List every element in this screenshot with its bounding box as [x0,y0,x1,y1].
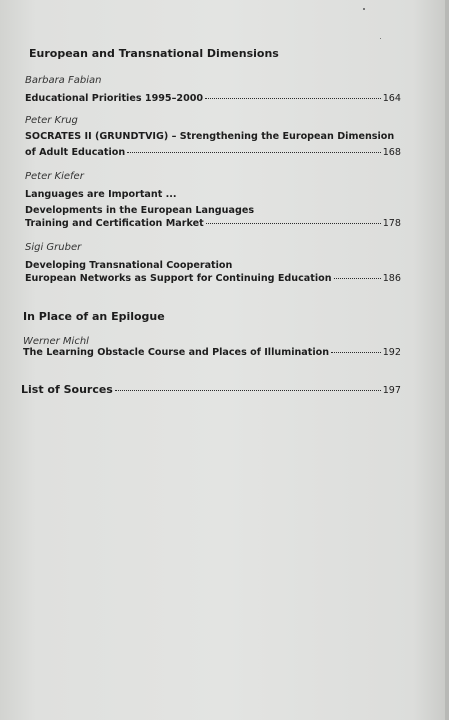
entry-title: The Learning Obstacle Course and Places of Illumination [23,347,330,358]
page-number: 186 [382,273,401,284]
entry-title-line: Languages are Important ... [25,189,177,200]
page-number: 197 [382,385,401,396]
entry-author: Barbara Fabian [25,75,102,86]
toc-entry[interactable] [25,218,401,229]
entry-author: Sigi Gruber [25,242,82,253]
toc-entry[interactable] [25,273,401,284]
dot-leader [331,352,381,353]
entry-title: of Adult Education [25,147,126,158]
section-title: European and Transnational Dimensions [29,47,279,60]
entry-title-line: Developing Transnational Cooperation [25,260,233,271]
page-number: 178 [382,218,401,229]
page-number: 192 [382,347,401,358]
toc-entry[interactable] [25,147,401,158]
toc-entry-list-of-sources[interactable] [21,383,401,396]
entry-author: Peter Krug [25,115,78,126]
section-title: In Place of an Epilogue [23,310,165,323]
entry-author: Peter Kiefer [25,171,84,182]
entry-author: Werner Michl [23,336,89,347]
toc-entry[interactable] [23,347,401,358]
entry-title: European Networks as Support for Continuing Education [25,273,332,284]
dot-leader [334,278,381,279]
entry-title: Educational Priorities 1995–2000 [25,93,204,104]
page-number: 164 [382,93,401,104]
entry-title: Training and Certification Market [25,218,204,229]
section-title: List of Sources [21,383,113,396]
entry-title-line: SOCRATES II (GRUNDTVIG) – Strengthening the European Dimension [25,131,395,142]
toc-entry[interactable] [25,93,401,104]
dot-leader [206,223,381,224]
dot-leader [205,98,381,99]
dot-leader [115,390,381,391]
dot-leader [127,152,381,153]
page-number: 168 [382,147,401,158]
entry-title-line: Developments in the European Languages [25,205,255,216]
